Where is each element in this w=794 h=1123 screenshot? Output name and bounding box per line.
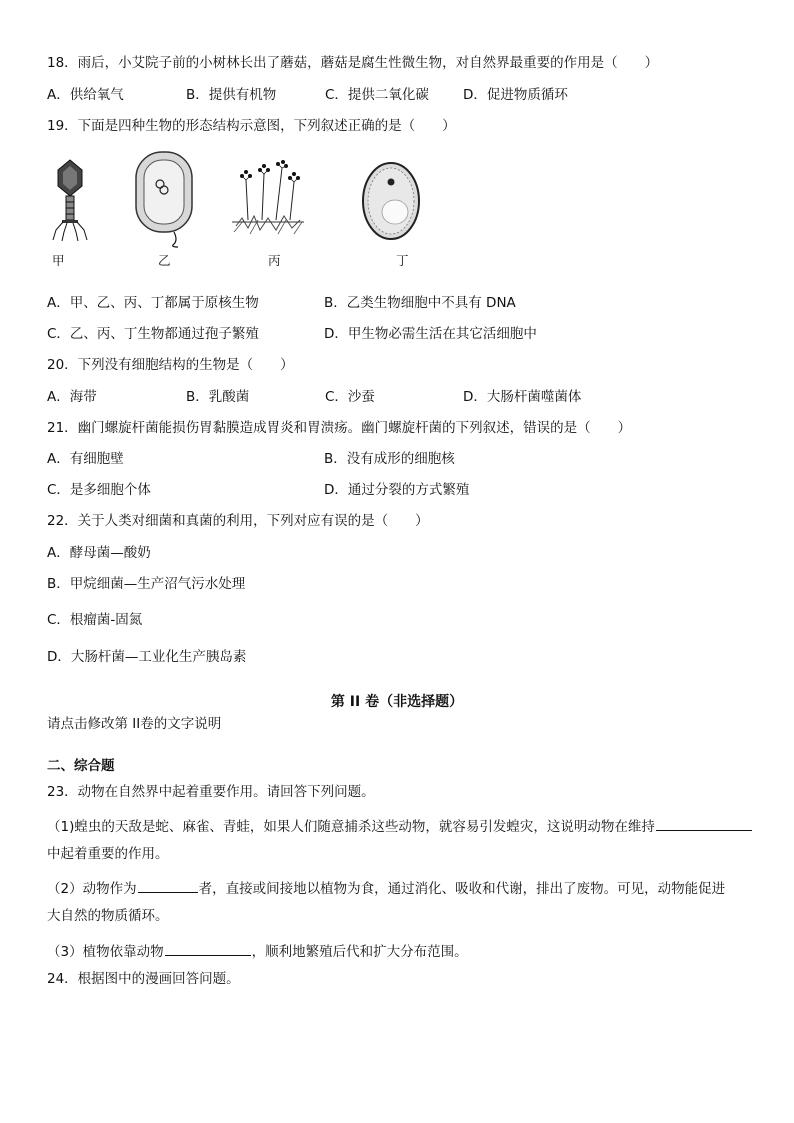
q22-option-a: A．酵母菌—酸奶 bbox=[47, 545, 151, 561]
q23-part2-text-a: （2）动物作为 bbox=[47, 881, 137, 897]
q23-part3-text-b: ，顺利地繁殖后代和扩大分布范围。 bbox=[251, 944, 468, 960]
q23-part2-line1 bbox=[47, 879, 725, 897]
part-two-note: 请点击修改第 II卷的文字说明 bbox=[47, 716, 222, 732]
yeast-figure bbox=[360, 160, 422, 242]
question-23-stem: 23．动物在自然界中起着重要作用。请回答下列问题。 bbox=[47, 784, 375, 800]
q21-option-c: C．是多细胞个体 bbox=[47, 482, 151, 498]
q18-option-d: D．促进物质循环 bbox=[463, 87, 568, 103]
q23-part3-line bbox=[47, 942, 468, 960]
q22-option-c: C．根瘤菌-固氮 bbox=[47, 612, 143, 628]
q21-option-d: D．通过分裂的方式繁殖 bbox=[324, 482, 470, 498]
q21-option-a: A．有细胞壁 bbox=[47, 451, 124, 467]
q18-option-a: A．供给氧气 bbox=[47, 87, 124, 103]
q23-part1-line1 bbox=[47, 817, 753, 835]
q19-option-c: C．乙、丙、丁生物都通过孢子繁殖 bbox=[47, 326, 259, 342]
q19-option-a: A．甲、乙、丙、丁都属于原核生物 bbox=[47, 295, 259, 311]
q23-blank-3 bbox=[165, 942, 251, 956]
q23-part2-line2: 大自然的物质循环。 bbox=[47, 908, 169, 924]
q20-option-c: C．沙蚕 bbox=[325, 389, 375, 405]
q19-option-d: D．甲生物必需生活在其它活细胞中 bbox=[324, 326, 537, 342]
q22-option-d: D．大肠杆菌—工业化生产胰岛素 bbox=[47, 649, 247, 665]
q20-option-a: A．海带 bbox=[47, 389, 97, 405]
part-two-title: 第 II 卷（非选择题） bbox=[330, 694, 464, 710]
q19-option-b: B．乙类生物细胞中不具有 DNA bbox=[324, 295, 516, 311]
q20-option-b: B．乳酸菌 bbox=[186, 389, 250, 405]
q20-option-d: D．大肠杆菌噬菌体 bbox=[463, 389, 582, 405]
q23-blank-1 bbox=[656, 817, 752, 831]
bacteriophage-figure bbox=[50, 158, 90, 243]
question-24-stem: 24．根据图中的漫画回答问题。 bbox=[47, 971, 240, 987]
q23-part2-text-b: 者，直接或间接地以植物为食，通过消化、吸收和代谢，排出了废物。可见，动物能促进 bbox=[198, 881, 726, 897]
q23-blank-2 bbox=[138, 879, 198, 893]
q22-option-b: B．甲烷细菌—生产沼气污水处理 bbox=[47, 576, 246, 592]
figure-label-yi: 乙 bbox=[158, 253, 171, 268]
question-21-stem: 21．幽门螺旋杆菌能损伤胃黏膜造成胃炎和胃溃疡。幽门螺旋杆菌的下列叙述，错误的是（ ） bbox=[47, 420, 632, 436]
q18-option-c: C．提供二氧化碳 bbox=[325, 87, 429, 103]
q23-part1-line2: 中起着重要的作用。 bbox=[47, 846, 169, 862]
q21-option-b: B．没有成形的细胞核 bbox=[324, 451, 455, 467]
figure-label-bing: 丙 bbox=[268, 253, 281, 268]
figure-label-ding: 丁 bbox=[396, 253, 409, 268]
figure-label-jia: 甲 bbox=[52, 253, 65, 268]
q23-part1-text: （1)蝗虫的天敌是蛇、麻雀、青蛙，如果人们随意捕杀这些动物，就容易引发蝗灾，这说明动物在维持 bbox=[47, 819, 655, 835]
q18-option-b: B．提供有机物 bbox=[186, 87, 277, 103]
question-19-stem: 19．下面是四种生物的形态结构示意图，下列叙述正确的是（ ） bbox=[47, 118, 456, 134]
question-22-stem: 22．关于人类对细菌和真菌的利用，下列对应有误的是（ ） bbox=[47, 513, 429, 529]
section-heading: 二、综合题 bbox=[47, 758, 115, 774]
mold-figure bbox=[228, 160, 308, 242]
question-18-stem: 18．雨后，小艾院子前的小树林长出了蘑菇，蘑菇是腐生性微生物，对自然界最重要的作用是（ ） bbox=[47, 55, 659, 71]
bacterium-figure bbox=[130, 148, 200, 248]
q23-part3-text-a: （3）植物依靠动物 bbox=[47, 944, 164, 960]
question-20-stem: 20．下列没有细胞结构的生物是（ ） bbox=[47, 357, 294, 373]
